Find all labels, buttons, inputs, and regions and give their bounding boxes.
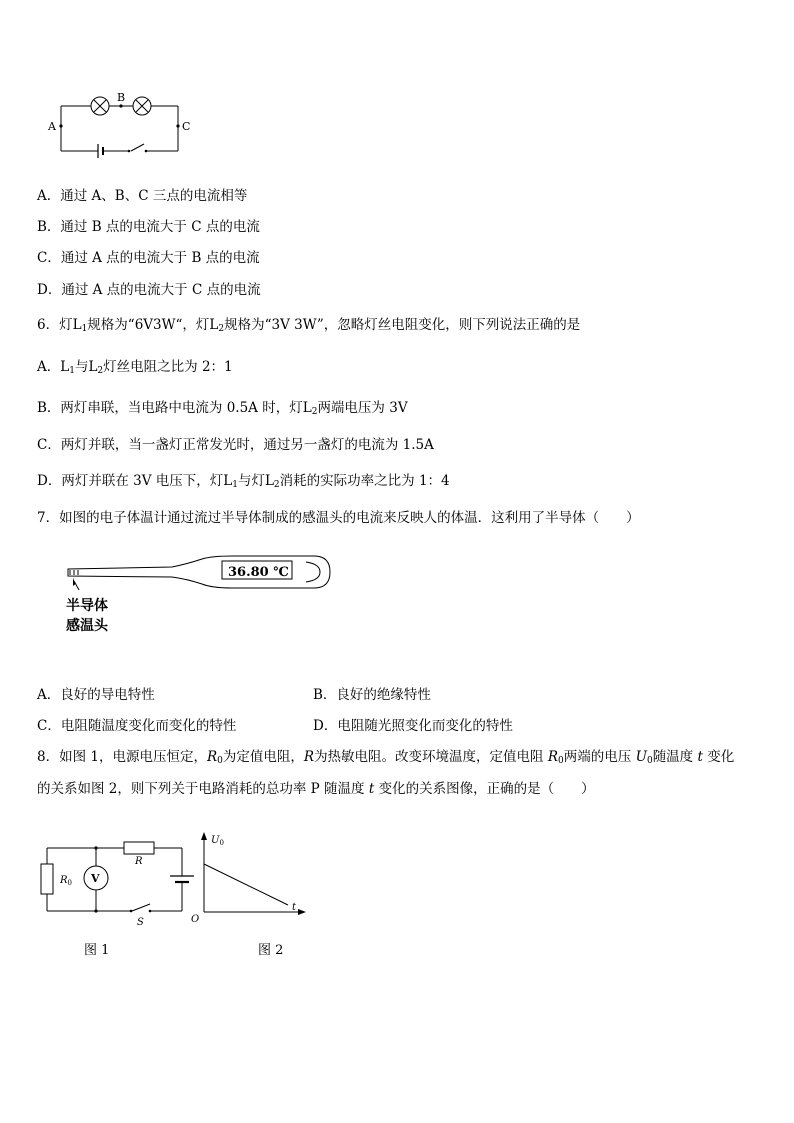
circuit-diagram-series (40, 88, 200, 168)
q5-option-a: A．通过 A、B、C 三点的电流相等 (37, 188, 248, 204)
voltmeter-label: V (91, 872, 100, 885)
fig1-r-label: R (135, 856, 143, 867)
q6-option-a: A．$L_1$与$L_2$灯丝电阻之比为 2：1 (37, 359, 233, 376)
point-label-c: C (182, 120, 191, 133)
q6-option-c: C．两灯并联，当一盏灯正常发光时，通过另一盏灯的电流为 1.5A (37, 437, 434, 453)
switch-label: S (137, 917, 144, 928)
q8-stem-line2: 的关系如图 2，则下列关于电路消耗的总功率 P 随温度 t 变化的关系图像，正确的是（ ） (37, 781, 595, 797)
fig1-r0-label: $R_0$ (60, 875, 72, 887)
q6-option-d: D．两灯并联在 3V 电压下，灯$L_1$与灯$L_2$消耗的实际功率之比为 1：4 (37, 473, 450, 490)
q7-option-b: B．良好的绝缘特性 (313, 687, 431, 703)
probe-label-line1: 半导体 (66, 598, 108, 614)
point-label-b: B (117, 91, 126, 104)
q7-option-c: C．电阻随温度变化而变化的特性 (37, 718, 237, 734)
graph-figure-2 (188, 826, 308, 926)
electronic-thermometer-figure (62, 553, 334, 595)
circuit-diagram-figure-1 (38, 832, 198, 932)
thermometer-display-reading: 36.80 ℃ (228, 565, 289, 580)
q6-option-b: B．两灯串联，当电路中电流为 0.5A 时，灯$L_2$两端电压为 3V (37, 400, 408, 417)
point-label-a: A (48, 120, 56, 133)
fig2-origin-label: O (191, 914, 200, 925)
q7-option-a: A．良好的导电特性 (37, 687, 155, 703)
fig1-caption: 图 1 (84, 943, 110, 958)
q5-option-b: B．通过 B 点的电流大于 C 点的电流 (37, 219, 260, 235)
fig2-x-axis-label: t (292, 902, 297, 913)
q8-stem-line1: 8．如图 1，电源电压恒定，$R_0$为定值电阻，R为热敏电阻。改变环境温度，定值电阻 $R_0$两端的电压 $U_0$随温度 t 变化 (37, 749, 735, 766)
q5-option-d: D．通过 A 点的电流大于 C 点的电流 (37, 282, 261, 298)
fig2-caption: 图 2 (258, 943, 284, 958)
q5-option-c: C．通过 A 点的电流大于 B 点的电流 (37, 250, 260, 266)
fig2-y-axis-label: $U_0$ (211, 835, 224, 847)
q7-stem: 7．如图的电子体温计通过流过半导体制成的感温头的电流来反映人的体温．这利用了半导体（ ） (37, 510, 640, 526)
q6-stem: 6．灯$L_1$规格为“6V3W“，灯$L_2$规格为“3V 3W”，忽略灯丝电阻变化，则下列说法正确的是 (37, 317, 581, 334)
q7-option-d: D．电阻随光照变化而变化的特性 (313, 718, 513, 734)
probe-label-line2: 感温头 (66, 618, 108, 634)
